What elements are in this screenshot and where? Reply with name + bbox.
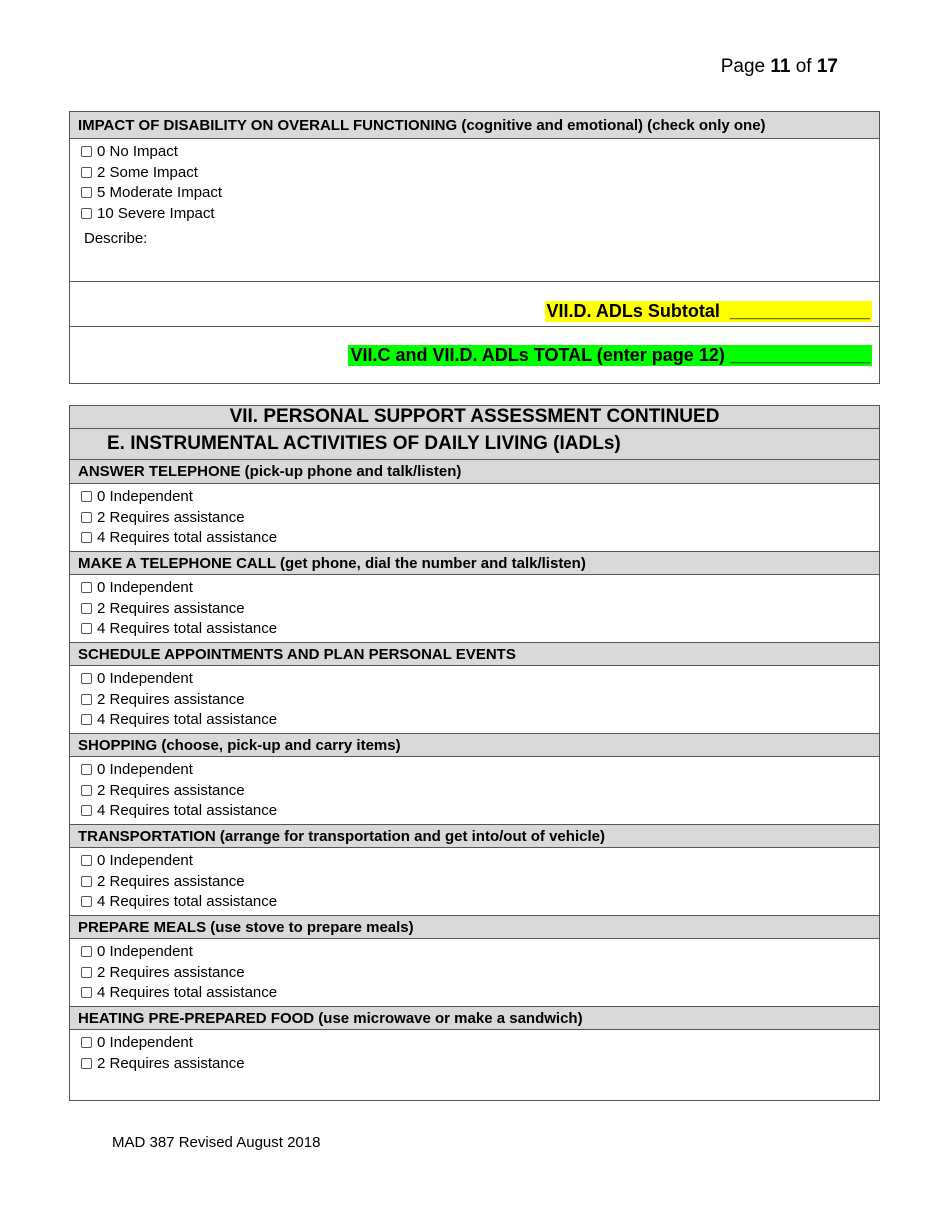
option[interactable] — [78, 486, 871, 507]
describe-label: Describe: — [84, 230, 148, 248]
checkbox-icon[interactable] — [81, 896, 92, 907]
checkbox-icon[interactable] — [81, 967, 92, 978]
checkbox-icon[interactable] — [81, 1058, 92, 1069]
impact-option[interactable] — [78, 183, 871, 204]
option-label: 0 Independent — [97, 487, 193, 505]
option[interactable] — [78, 892, 871, 913]
option-label: 0 Independent — [97, 669, 193, 687]
impact-header: IMPACT OF DISABILITY ON OVERALL FUNCTIONING (cognitive and emotional) (check only one) — [70, 112, 879, 139]
item-header: HEATING PRE-PREPARED FOOD (use microwave or make a sandwich) — [70, 1006, 879, 1030]
page-current: 11 — [770, 56, 791, 77]
item-header: ANSWER TELEPHONE (pick-up phone and talk/listen) — [70, 460, 879, 484]
checkbox-icon[interactable] — [81, 714, 92, 725]
item-header: PREPARE MEALS (use stove to prepare meals) — [70, 915, 879, 939]
item-options — [70, 757, 879, 824]
option[interactable] — [78, 871, 871, 892]
impact-options — [70, 139, 879, 224]
option[interactable] — [78, 689, 871, 710]
item-options — [70, 666, 879, 733]
checkbox-icon[interactable] — [81, 876, 92, 887]
option-label: 10 Severe Impact — [97, 205, 215, 223]
checkbox-icon[interactable] — [81, 167, 92, 178]
checkbox-icon[interactable] — [81, 603, 92, 614]
option[interactable] — [78, 507, 871, 528]
item-options — [70, 939, 879, 1006]
option[interactable] — [78, 668, 871, 689]
page-total: 17 — [816, 56, 838, 77]
checkbox-icon[interactable] — [81, 187, 92, 198]
checkbox-icon[interactable] — [81, 491, 92, 502]
checkbox-icon[interactable] — [81, 1037, 92, 1048]
option-label: 4 Requires total assistance — [97, 802, 278, 820]
subtotal-row — [70, 281, 879, 327]
option[interactable] — [78, 759, 871, 780]
item-header: SCHEDULE APPOINTMENTS AND PLAN PERSONAL EVENTS — [70, 642, 879, 666]
option[interactable] — [78, 1032, 871, 1053]
checkbox-icon[interactable] — [81, 987, 92, 998]
option[interactable] — [78, 577, 871, 598]
option-label: 0 Independent — [97, 1033, 193, 1051]
impact-option[interactable] — [78, 141, 871, 162]
option-label: 4 Requires total assistance — [97, 711, 278, 729]
section-subtitle: E. INSTRUMENTAL ACTIVITIES OF DAILY LIVING (IADLs) — [70, 429, 879, 460]
option[interactable] — [78, 780, 871, 801]
checkbox-icon[interactable] — [81, 146, 92, 157]
option-label: 0 Independent — [97, 578, 193, 596]
option[interactable] — [78, 1053, 871, 1074]
option-label: 4 Requires total assistance — [97, 984, 278, 1002]
adls-subtotal-label: VII.D. ADLs Subtotal ______________ — [546, 301, 870, 321]
page-of: of — [790, 56, 817, 77]
option-label: 0 Independent — [97, 760, 193, 778]
impact-option[interactable] — [78, 203, 871, 224]
option-label: 2 Requires assistance — [97, 872, 245, 890]
option-label: 0 No Impact — [97, 142, 178, 160]
checkbox-icon[interactable] — [81, 805, 92, 816]
option-label: 2 Requires assistance — [97, 690, 245, 708]
option-label: 0 Independent — [97, 851, 193, 869]
item-header: TRANSPORTATION (arrange for transportation and get into/out of vehicle) — [70, 824, 879, 848]
item-options — [70, 1030, 879, 1074]
item-options — [70, 484, 879, 551]
option-label: 4 Requires total assistance — [97, 620, 278, 638]
total-row — [70, 326, 879, 383]
option-label: 2 Requires assistance — [97, 508, 245, 526]
checkbox-icon[interactable] — [81, 623, 92, 634]
option[interactable] — [78, 941, 871, 962]
item-options — [70, 848, 879, 915]
option[interactable] — [78, 710, 871, 731]
form-footer: MAD 387 Revised August 2018 — [112, 1134, 321, 1151]
option[interactable] — [78, 528, 871, 549]
option-label: 4 Requires total assistance — [97, 529, 278, 547]
option[interactable] — [78, 598, 871, 619]
checkbox-icon[interactable] — [81, 512, 92, 523]
option-label: 2 Requires assistance — [97, 599, 245, 617]
checkbox-icon[interactable] — [81, 532, 92, 543]
impact-section — [69, 111, 880, 384]
checkbox-icon[interactable] — [81, 694, 92, 705]
impact-option[interactable] — [78, 162, 871, 183]
option[interactable] — [78, 850, 871, 871]
adls-total-label: VII.C and VII.D. ADLs TOTAL (enter page 12) ______________ — [350, 345, 870, 365]
option-label: 4 Requires total assistance — [97, 893, 278, 911]
option[interactable] — [78, 962, 871, 983]
option[interactable] — [78, 983, 871, 1004]
checkbox-icon[interactable] — [81, 673, 92, 684]
checkbox-icon[interactable] — [81, 785, 92, 796]
option-label: 2 Requires assistance — [97, 963, 245, 981]
page-prefix: Page — [720, 56, 771, 77]
item-header: SHOPPING (choose, pick-up and carry items) — [70, 733, 879, 757]
option[interactable] — [78, 619, 871, 640]
item-header: MAKE A TELEPHONE CALL (get phone, dial the number and talk/listen) — [70, 551, 879, 575]
checkbox-icon[interactable] — [81, 946, 92, 957]
option-label: 5 Moderate Impact — [97, 184, 223, 202]
option-label: 2 Requires assistance — [97, 1054, 245, 1072]
section-title: VII. PERSONAL SUPPORT ASSESSMENT CONTINUED — [70, 406, 879, 429]
personal-support-section — [69, 405, 880, 1101]
option-label: 2 Requires assistance — [97, 781, 245, 799]
item-options — [70, 575, 879, 642]
checkbox-icon[interactable] — [81, 208, 92, 219]
checkbox-icon[interactable] — [81, 582, 92, 593]
option-label: 0 Independent — [97, 942, 193, 960]
page-number — [721, 56, 838, 78]
checkbox-icon[interactable] — [81, 855, 92, 866]
option[interactable] — [78, 801, 871, 822]
checkbox-icon[interactable] — [81, 764, 92, 775]
option-label: 2 Some Impact — [97, 163, 198, 181]
